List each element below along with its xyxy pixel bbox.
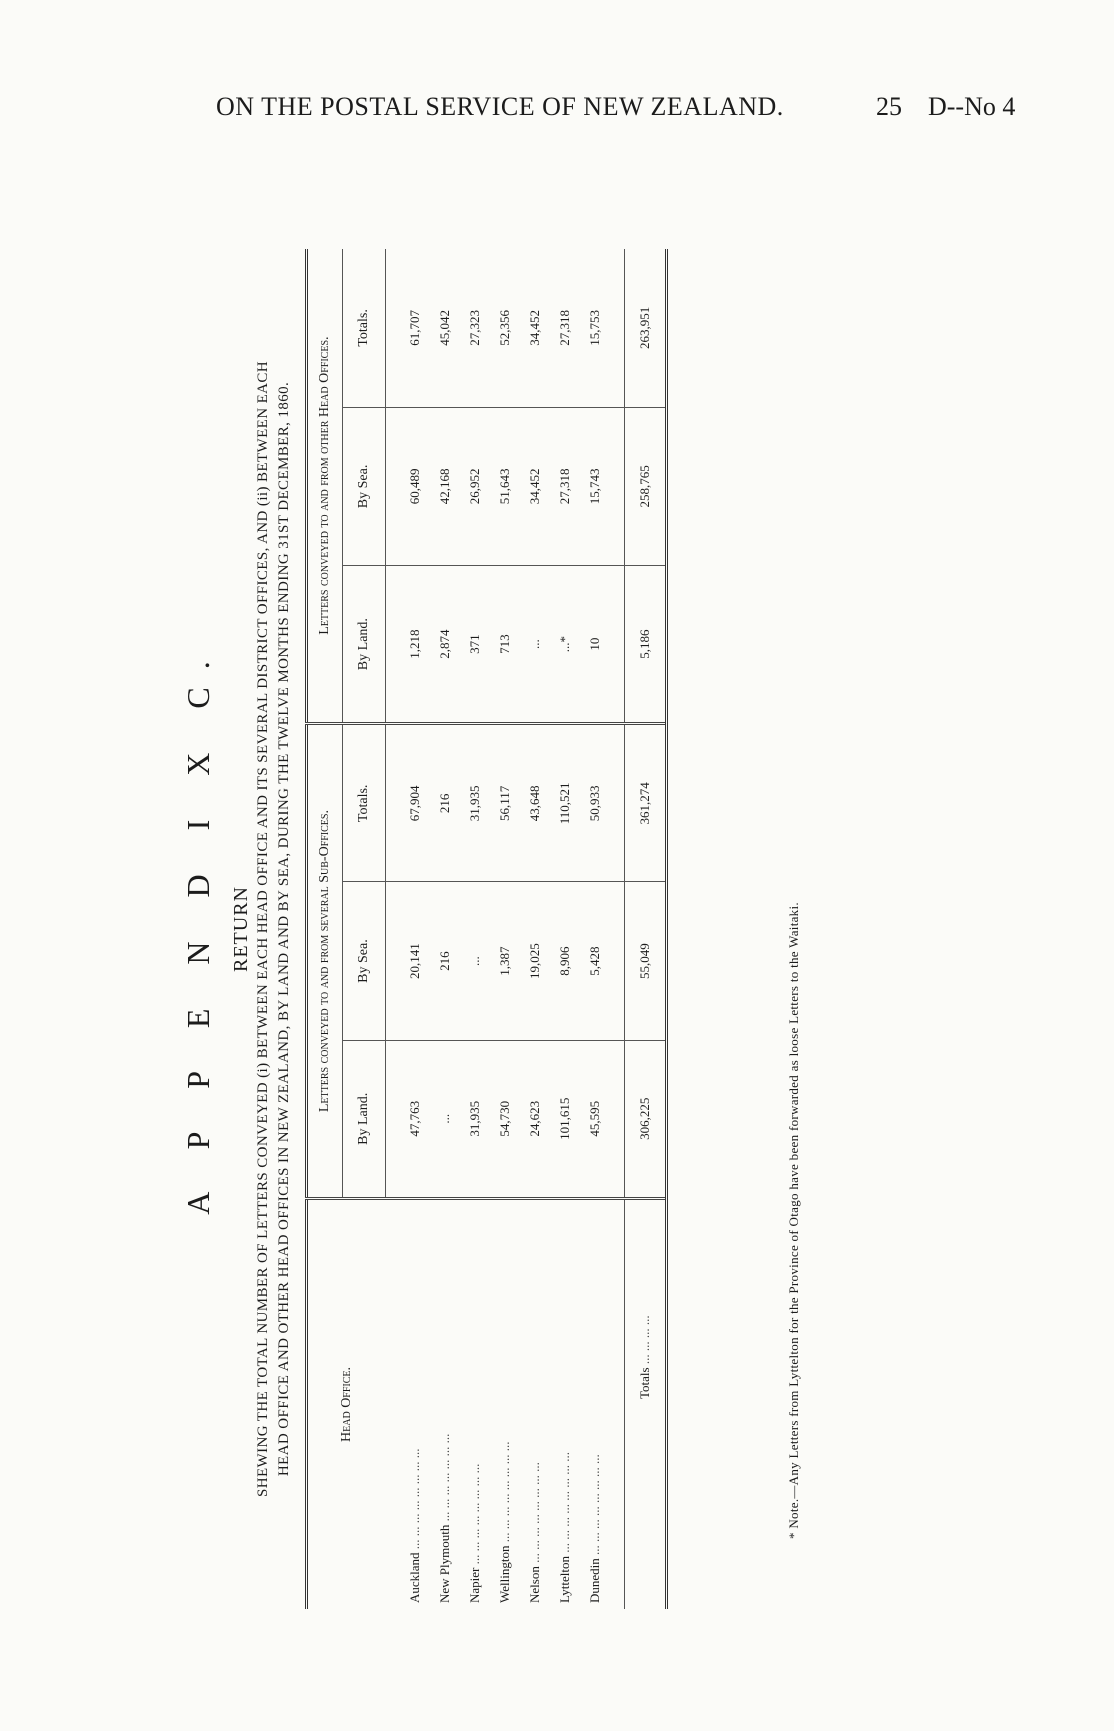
sub-total-cell: 43,648	[520, 724, 550, 882]
sub-total-cell: 50,933	[580, 724, 610, 882]
office-name-text: Nelson	[527, 1566, 542, 1603]
dot-leader: ... ... ... ... ... ... ... ...	[497, 1441, 512, 1543]
total-sub-total: 361,274	[625, 724, 667, 882]
sub-by-land-cell: 54,730	[490, 1040, 520, 1198]
column-header-head-totals: Totals.	[343, 249, 386, 407]
appendix-title: A P P E N D I X C.	[180, 643, 216, 1215]
head-total-cell: 15,753	[580, 249, 610, 407]
sub-total-cell: 110,521	[550, 724, 580, 882]
head-by-sea-cell: 27,318	[550, 407, 580, 565]
totals-row	[625, 249, 667, 1609]
column-header-sub-by-land: By Land.	[343, 1040, 386, 1198]
footnote: * Note.—Any Letters from Lyttelton for the Province of Otago have been forwarded as loose Letters to the Waitaki.	[786, 902, 801, 1539]
dot-leader: ... ... ... ... ... ... ... ...	[467, 1463, 482, 1565]
other-head-offices-group-header: Letters conveyed to and from other Head Offices.	[307, 249, 343, 724]
office-name	[490, 1198, 520, 1609]
office-name	[386, 1198, 431, 1609]
total-head-by-sea: 258,765	[625, 407, 667, 565]
head-total-cell: 45,042	[430, 249, 460, 407]
spacer-cell	[610, 1198, 625, 1609]
spacer-cell	[610, 1040, 625, 1198]
head-total-cell: 52,356	[490, 249, 520, 407]
running-title: ON THE POSTAL SERVICE OF NEW ZEALAND.	[216, 92, 784, 121]
head-by-sea-cell: 34,452	[520, 407, 550, 565]
dot-leader: ... ... ... ... ... ... ...	[437, 1433, 452, 1522]
sub-by-land-cell: ...	[430, 1040, 460, 1198]
table-row	[460, 249, 490, 1609]
table-row	[490, 249, 520, 1609]
office-name	[580, 1198, 610, 1609]
return-heading: RETURN	[230, 886, 252, 972]
totals-label	[625, 1198, 667, 1609]
document-reference: D--No 4	[928, 92, 1016, 121]
dot-leader: ... ... ... ...	[637, 1315, 652, 1365]
office-name-text: Dunedin	[587, 1558, 602, 1603]
totals-label-text: Totals	[637, 1367, 652, 1399]
sub-by-land-cell: 45,595	[580, 1040, 610, 1198]
spacer-cell	[610, 566, 625, 724]
page-header	[0, 86, 1114, 126]
dot-leader: ... ... ... ... ... ... ... ...	[527, 1462, 542, 1563]
office-name-text: Lyttelton	[557, 1556, 572, 1603]
head-total-cell: 27,318	[550, 249, 580, 407]
dot-leader: ... ... ... ... ... ... ... ...	[587, 1454, 602, 1555]
total-head-by-land: 5,186	[625, 566, 667, 724]
spacer-row	[610, 249, 625, 1609]
head-by-land-cell: ...*	[550, 566, 580, 724]
spacer-cell	[610, 407, 625, 565]
letters-return-table	[305, 249, 668, 1609]
dot-leader: ... ... ... ... ... ... ... ...	[406, 1448, 422, 1550]
office-name	[520, 1198, 550, 1609]
sub-by-land-cell: 101,615	[550, 1040, 580, 1198]
sub-by-sea-cell: 5,428	[580, 882, 610, 1040]
spacer-cell	[610, 249, 625, 407]
sub-total-cell: 67,904	[386, 724, 431, 882]
head-by-sea-cell: 51,643	[490, 407, 520, 565]
head-by-land-cell: 10	[580, 566, 610, 724]
sub-total-cell: 31,935	[460, 724, 490, 882]
subtitle-line-1: SHEWING THE TOTAL NUMBER OF LETTERS CONVEYED (i) BETWEEN EACH HEAD OFFICE AND ITS SEVERAL DISTRICT OFFICES, AND (ii) BETWEEN EACH	[255, 360, 271, 1498]
sub-total-cell: 56,117	[490, 724, 520, 882]
head-by-land-cell: ...	[520, 566, 550, 724]
total-sub-by-sea: 55,049	[625, 882, 667, 1040]
head-by-sea-cell: 60,489	[386, 407, 431, 565]
table-row	[520, 249, 550, 1609]
head-by-sea-cell: 26,952	[460, 407, 490, 565]
head-by-land-cell: 1,218	[386, 566, 431, 724]
page-number: 25	[876, 92, 902, 121]
sub-total-cell: 216	[430, 724, 460, 882]
sub-by-land-cell: 31,935	[460, 1040, 490, 1198]
head-by-land-cell: 713	[490, 566, 520, 724]
office-name	[460, 1198, 490, 1609]
sub-by-sea-cell: 20,141	[386, 882, 431, 1040]
head-by-land-cell: 2,874	[430, 566, 460, 724]
table-row	[430, 249, 460, 1609]
total-sub-by-land: 306,225	[625, 1040, 667, 1198]
sub-by-sea-cell: 216	[430, 882, 460, 1040]
column-header-head-by-land: By Land.	[343, 566, 386, 724]
spacer-cell	[610, 724, 625, 882]
dot-leader: ... ... ... ... ... ... ... ...	[557, 1452, 572, 1553]
head-total-cell: 34,452	[520, 249, 550, 407]
sub-by-land-cell: 47,763	[386, 1040, 431, 1198]
head-by-land-cell: 371	[460, 566, 490, 724]
total-head-total: 263,951	[625, 249, 667, 407]
head-total-cell: 61,707	[386, 249, 431, 407]
head-office-column-header: Head Office.	[338, 1366, 354, 1442]
table-row	[386, 249, 431, 1609]
head-total-cell: 27,323	[460, 249, 490, 407]
column-header-sub-totals: Totals.	[343, 724, 386, 882]
column-header-sub-by-sea: By Sea.	[343, 882, 386, 1040]
sub-by-sea-cell: 19,025	[520, 882, 550, 1040]
office-name	[550, 1198, 580, 1609]
sub-by-sea-cell: 1,387	[490, 882, 520, 1040]
spacer-cell	[610, 882, 625, 1040]
office-name	[430, 1198, 460, 1609]
rotated-appendix-page	[150, 229, 850, 1629]
table-row	[580, 249, 610, 1609]
office-name-text: Napier	[467, 1567, 482, 1603]
office-name-text: Wellington	[497, 1545, 512, 1603]
sub-offices-group-header: Letters conveyed to and from several Sub-Offices.	[307, 724, 343, 1199]
sub-by-land-cell: 24,623	[520, 1040, 550, 1198]
office-name-text: New Plymouth	[437, 1524, 452, 1603]
sub-by-sea-cell: 8,906	[550, 882, 580, 1040]
column-header-head-by-sea: By Sea.	[343, 407, 386, 565]
head-by-sea-cell: 42,168	[430, 407, 460, 565]
office-name-text: Auckland	[406, 1552, 422, 1603]
head-by-sea-cell: 15,743	[580, 407, 610, 565]
table-row	[550, 249, 580, 1609]
sub-by-sea-cell: ...	[460, 882, 490, 1040]
subtitle-line-2: HEAD OFFICE AND OTHER HEAD OFFICES IN NEW ZEALAND, BY LAND AND BY SEA, DURING THE TWELVE MONTHS ENDING 31ST DECEMBER, 1860.	[276, 381, 292, 1477]
